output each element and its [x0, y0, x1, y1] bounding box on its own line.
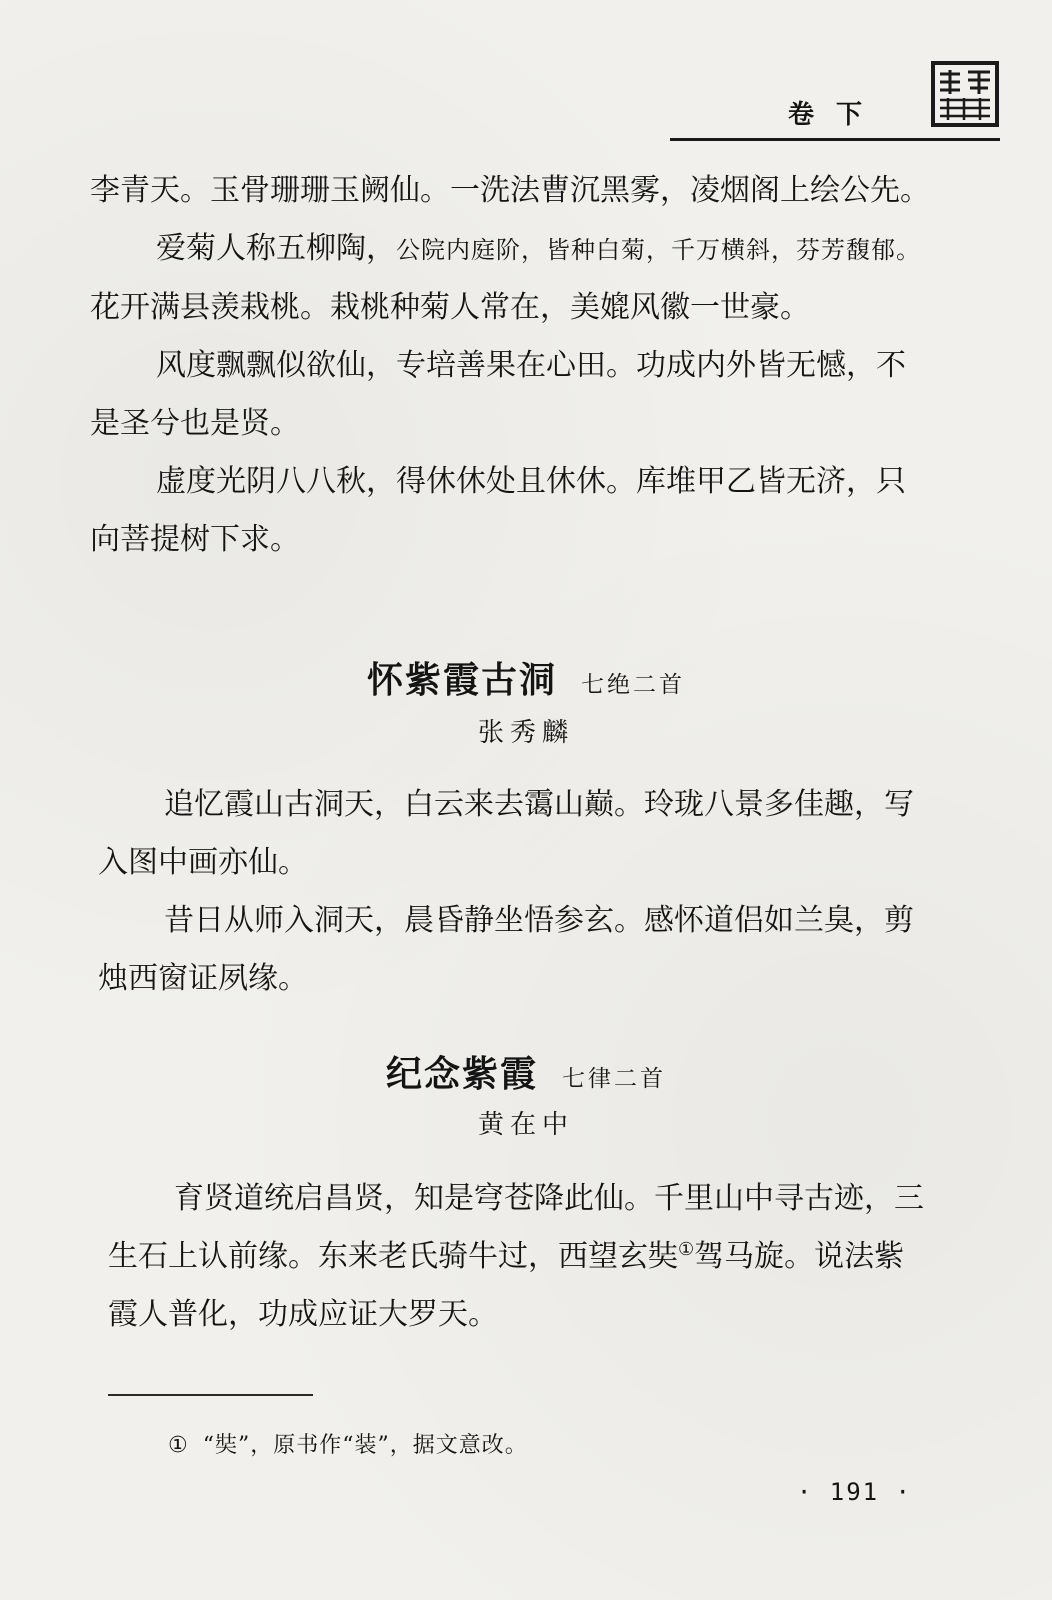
footnote — [168, 1428, 528, 1459]
paragraph-1-text: 李青天。玉骨珊珊玉阙仙。一洗法曹沉黑雾，凌烟阁上绘公先。 — [90, 173, 930, 208]
poem-2-paragraph-2-text: 昔日从师入洞天，晨昏静坐悟参玄。感怀道侣如兰臭，剪烛西窗证夙缘。 — [98, 903, 914, 996]
footnote-text: “奘”，原书作“装”，据文意改。 — [202, 1433, 528, 1458]
poem-3-subtitle: 七律二首 — [562, 1066, 666, 1092]
poem-2-body — [98, 776, 938, 1008]
paragraph-3-text: 风度飘飘似欲仙，专培善果在心田。功成内外皆无憾，不是圣兮也是贤。 — [90, 348, 906, 441]
page-header — [670, 60, 1000, 150]
poem-2-title: 怀紫霞古洞 — [366, 659, 557, 701]
paragraph-2 — [90, 220, 930, 337]
section-1 — [90, 162, 930, 569]
poem-3-author: 黄在中 — [477, 1110, 574, 1140]
footnote-mark: ① — [168, 1433, 189, 1458]
paragraph-2-part-1: 爱菊人称五柳陶， — [156, 231, 396, 266]
page-number: · 191 · — [796, 1478, 912, 1506]
poem-2-heading — [0, 652, 1052, 703]
poem-2-paragraph-1-text: 追忆霞山古洞天，白云来去霭山巅。玲珑八景多佳趣，写入图中画亦仙。 — [98, 787, 914, 880]
poem-2-paragraph-1 — [98, 776, 938, 892]
poem-3-paragraph-1-part-b: 驾马旋。说法紫霞人普化，功成应证大罗天。 — [108, 1239, 905, 1332]
footnote-reference: ① — [678, 1239, 695, 1260]
poem-3-paragraph-1 — [108, 1170, 928, 1344]
paragraph-3 — [90, 337, 930, 453]
header-rule — [670, 138, 1000, 141]
seal-stamp-icon — [930, 60, 1000, 128]
footnote-rule — [108, 1394, 313, 1396]
poem-3-heading — [0, 1046, 1052, 1097]
paragraph-2-note: 公院内庭阶，皆种白菊，千万横斜，芬芳馥郁。 — [396, 236, 921, 264]
poem-3-paragraph-1-part-a: 育贤道统启昌贤，知是穹苍降此仙。千里山中寻古迹，三生石上认前缘。东来老氏骑牛过，西望玄奘 — [108, 1181, 924, 1274]
paragraph-4-text: 虚度光阴八八秋，得休休处且休休。库堆甲乙皆无济，只向菩提树下求。 — [90, 464, 906, 557]
poem-3-title: 纪念紫霞 — [385, 1053, 538, 1095]
poem-2-paragraph-2 — [98, 892, 938, 1008]
poem-2-author: 张秀麟 — [477, 718, 574, 748]
running-head: 卷下 — [787, 100, 884, 130]
paragraph-2-part-2: 花开满县羡栽桃。栽桃种菊人常在，美媲风徽一世豪。 — [90, 290, 810, 325]
paragraph-4 — [90, 453, 930, 569]
poem-2-subtitle: 七绝二首 — [581, 672, 685, 698]
paragraph-1 — [90, 162, 930, 220]
poem-3-body — [108, 1170, 928, 1344]
